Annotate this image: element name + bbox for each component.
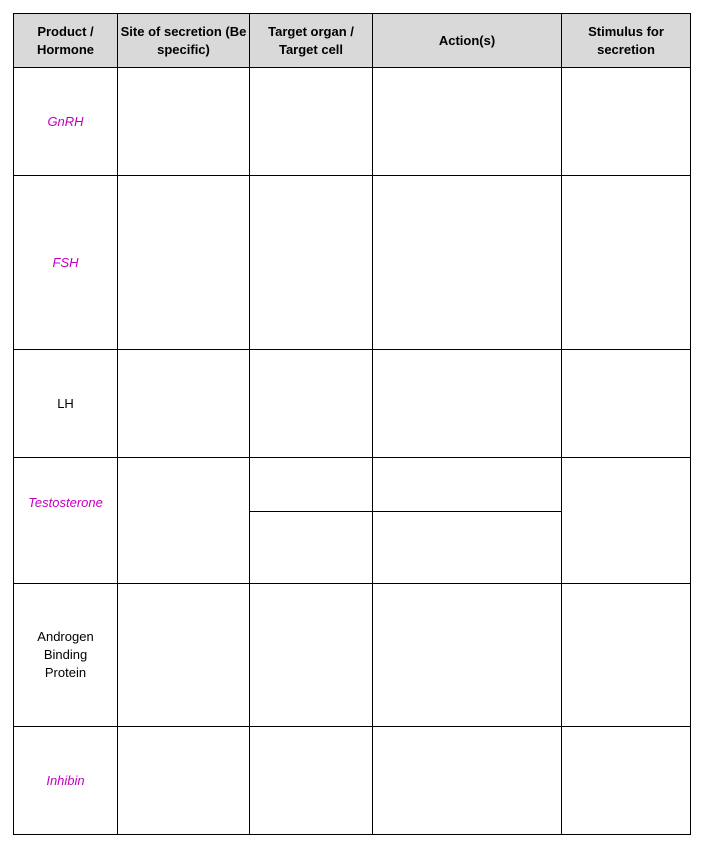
cell-action-fsh[interactable] xyxy=(373,176,562,350)
header-product-hormone xyxy=(14,14,118,68)
cell-action-lh[interactable] xyxy=(373,350,562,458)
header-text: specific) xyxy=(157,41,210,57)
cell-target-lh[interactable] xyxy=(250,350,373,458)
header-row xyxy=(14,14,691,68)
cell-site-fsh[interactable] xyxy=(118,176,250,350)
header-text: Product / xyxy=(37,23,94,39)
cell-site-testosterone[interactable] xyxy=(118,458,250,584)
header-text: Target cell xyxy=(278,41,344,57)
hormone-label-lh: LH xyxy=(14,350,118,458)
cell-action-gnrh[interactable] xyxy=(373,68,562,176)
cell-stimulus-testosterone[interactable] xyxy=(562,458,691,584)
header-text: Hormone xyxy=(36,41,95,57)
table-row-fsh xyxy=(14,176,691,350)
table-row-inhibin xyxy=(14,727,691,835)
hormone-label-abp xyxy=(14,584,118,727)
cell-site-abp[interactable] xyxy=(118,584,250,727)
cell-target-testosterone-2[interactable] xyxy=(250,512,373,584)
label-text: Binding xyxy=(43,647,88,662)
hormone-worksheet-table xyxy=(13,13,691,835)
cell-action-testosterone-2[interactable] xyxy=(373,512,562,584)
cell-stimulus-lh[interactable] xyxy=(562,350,691,458)
cell-stimulus-inhibin[interactable] xyxy=(562,727,691,835)
label-text: Androgen xyxy=(37,629,94,644)
cell-stimulus-fsh[interactable] xyxy=(562,176,691,350)
table-row-gnrh xyxy=(14,68,691,176)
cell-site-gnrh[interactable] xyxy=(118,68,250,176)
cell-site-lh[interactable] xyxy=(118,350,250,458)
hormone-label-inhibin: Inhibin xyxy=(14,727,118,835)
label-text: Protein xyxy=(44,665,87,680)
header-text: Target organ / xyxy=(268,23,354,39)
table-row-lh xyxy=(14,350,691,458)
cell-action-testosterone-1[interactable] xyxy=(373,458,562,512)
cell-target-inhibin[interactable] xyxy=(250,727,373,835)
header-stimulus xyxy=(562,14,691,68)
hormone-label-testosterone: Testosterone xyxy=(14,458,118,584)
cell-target-testosterone-1[interactable] xyxy=(250,458,373,512)
hormone-label-gnrh: GnRH xyxy=(14,68,118,176)
table-row-testosterone xyxy=(14,458,691,512)
cell-target-fsh[interactable] xyxy=(250,176,373,350)
cell-target-gnrh[interactable] xyxy=(250,68,373,176)
table-row-androgen-binding-protein xyxy=(14,584,691,727)
header-text: Site of secretion (Be xyxy=(120,23,247,39)
header-target-organ xyxy=(250,14,373,68)
cell-target-abp[interactable] xyxy=(250,584,373,727)
header-text: secretion xyxy=(597,41,655,57)
cell-action-inhibin[interactable] xyxy=(373,727,562,835)
cell-stimulus-abp[interactable] xyxy=(562,584,691,727)
header-actions xyxy=(373,14,562,68)
cell-action-abp[interactable] xyxy=(373,584,562,727)
header-text: Action(s) xyxy=(438,32,496,48)
header-text: Stimulus for xyxy=(588,23,664,39)
cell-site-inhibin[interactable] xyxy=(118,727,250,835)
hormone-label-fsh: FSH xyxy=(14,176,118,350)
cell-stimulus-gnrh[interactable] xyxy=(562,68,691,176)
header-site-of-secretion xyxy=(118,14,250,68)
